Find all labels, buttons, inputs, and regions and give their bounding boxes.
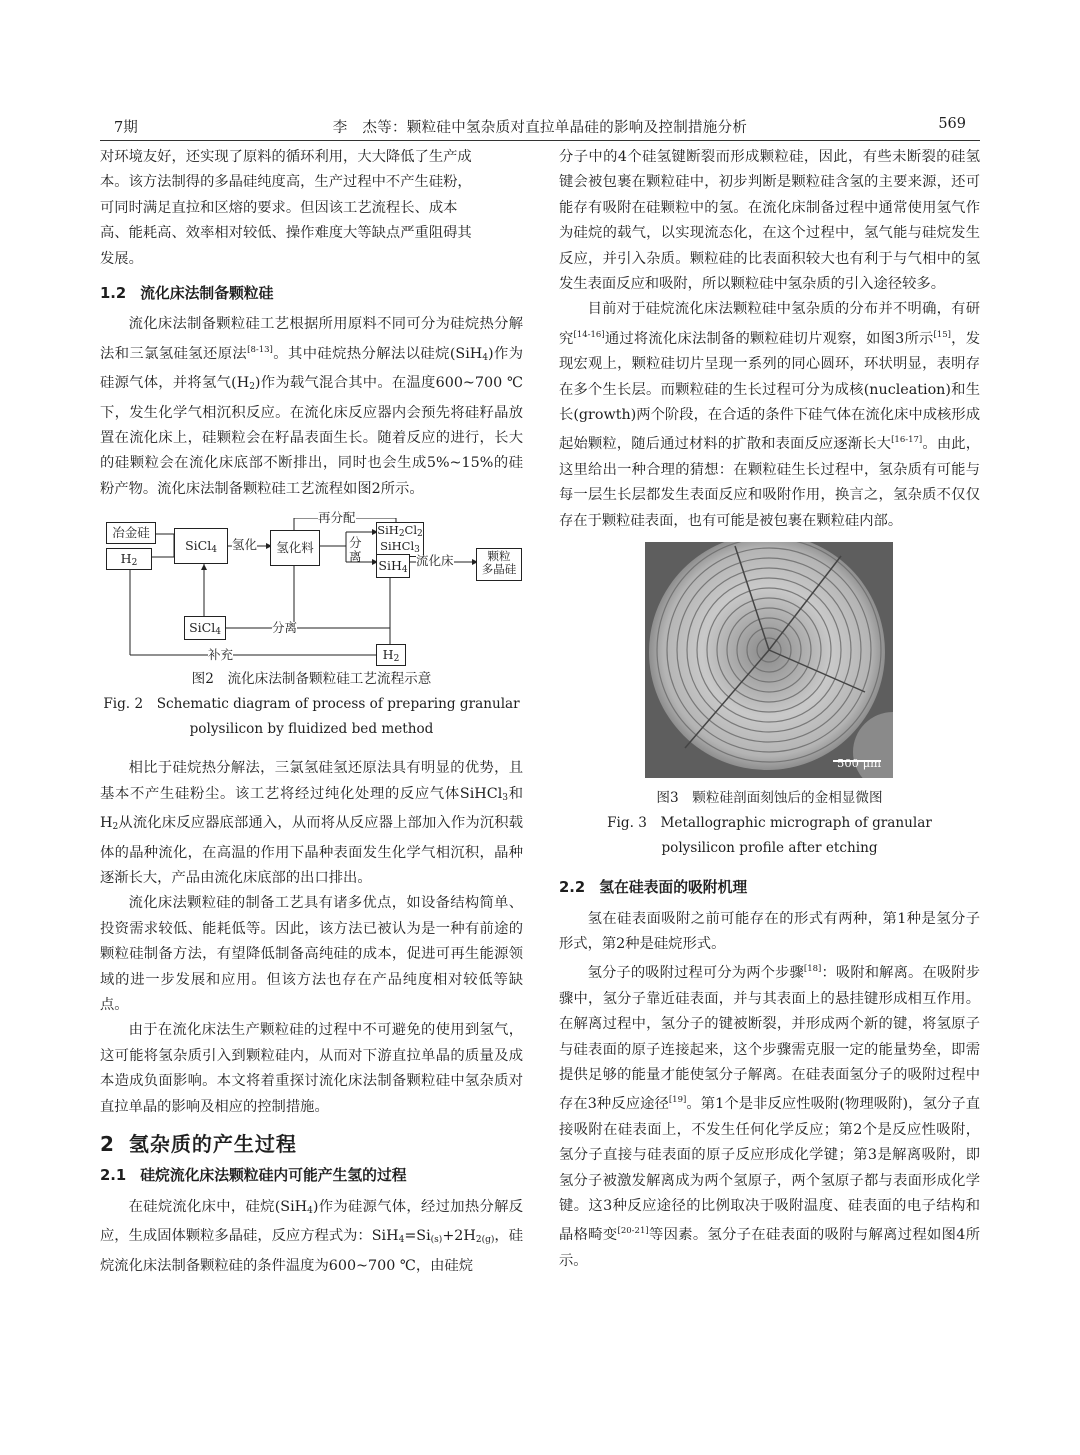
figure-2-caption-en-1: Fig. 2 Schematic diagram of process of preparing granular: [103, 696, 520, 713]
flow-box-granular-polysilicon: 颗粒 多晶硅: [476, 548, 522, 581]
paragraph-hydrogen-impact: 由于在流化床法生产颗粒硅的过程中不可避免的使用到氢气，这可能将氢杂质引入到颗粒硅内，从而对下游直拉单晶的质量及成本造成负面影响。本文将着重探讨流化床法制备颗粒硅中氢杂质对直拉单晶的影响及相应的控制措施。: [100, 1022, 523, 1115]
paragraph-trichlorosilane: 相比于硅烷热分解法，三氯氢硅氢还原法具有明显的优势，且基本不产生硅粉尘。该工艺将经过纯化处理的反应气体SiHCl$_3$和$H_2$从流化床反应器底部通入，从而将从反应器上部加入作为沉积载体的晶种流化，在高温的作用下晶种表面发生化学气相沉积，晶种逐渐长大，产品由流化床底部的出口排出。: [100, 760, 524, 886]
flow-box-sicl4: SiCl$_4$: [174, 528, 228, 564]
page-number: 569: [938, 116, 966, 132]
citation: [8-13]: [247, 344, 273, 355]
flow-box-metallurgical-silicon: 冶金硅: [106, 522, 156, 544]
citation: [20-21]: [617, 1226, 649, 1237]
scale-label: 500 μm: [837, 755, 881, 770]
citation: [19]: [668, 1095, 687, 1106]
paragraph-si-h-bonds: 分子中的4个硅氢键断裂而形成颗粒硅，因此，有些未断裂的硅氢键会被包裹在颗粒硅中，初步判断是颗粒硅含氢的主要来源，还可能存有吸附在硅颗粒中的氢。在流化床制备过程中通常使用氢气作为硅烷的载气，以实现流态化，在这个过程中，氢气能与硅烷发生反应，并引入杂质。颗粒硅的比表面积较大也有利于与气相中的氢发生表面反应和吸附，所以颗粒硅中氢杂质的引入途径较多。: [559, 149, 980, 293]
citation: [18]: [803, 964, 822, 975]
section-heading-2-2: 2.2 氢在硅表面的吸附机理: [559, 879, 748, 897]
figure-2-flow-diagram: [104, 510, 524, 665]
flow-box-hydrogen-output: $H_2$: [376, 644, 406, 666]
text-line: 对环境友好，还实现了原料的循环利用，大大降低了生产成: [100, 149, 472, 165]
text-line: 可同时满足直拉和区熔的要求。但因该工艺流程长、成本: [100, 199, 458, 216]
text-line: 发展。: [100, 250, 143, 267]
section-heading-2: 2 氢杂质的产生过程: [100, 1131, 297, 1156]
paragraph-adsorption-steps: 氢分子的吸附过程可分为两个步骤[18]：吸附和解离。在吸附步骤中，氢分子靠近硅表面，并与其表面上的悬挂键形成相互作用。在解离过程中，氢分子的键被断裂，并形成两个新的键，将氢原子与硅表面的原子连接起来，这个步骤需克服一定的能量势垒，即需提供足够的能量才能使氢分子解离。在硅表面氢分子的吸附过程中存在3种反应途径[19]。第1个是非反应性吸附(物理吸附)，氢分子直接吸附在硅表面上，不发生任何化学反应；第2个是反应性吸附，氢分子直接与硅表面的原子反应形成化学键；第3是解离吸附，即氢分子被激发解离成为两个氢原子，两个氢原子都与表面形成化学键。这3种反应途径的比例取决于吸附温度、硅表面的电子结构和晶格畸变[20-21]等因素。氢分子在硅表面的吸附与解离过程如图4所示。: [559, 964, 981, 1269]
citation: [16-17]: [891, 435, 923, 446]
text-line: 本。该方法制得的多晶硅纯度高，生产过程中不产生硅粉，: [100, 174, 472, 191]
paragraph-fluidized-bed: 流化床法制备颗粒硅工艺根据所用原料不同可分为硅烷热分解法和三氯氢硅氢还原法[8-13]。其中硅烷热分解法以硅烷(SiH$_4$)作为硅源气体，并将氢气$(H_2)$作为载气混合其中。在温度600~700 ℃下，发生化学气相沉积反应。在流化床反应器内会预先将硅籽晶放置在流化床上，硅颗粒会在籽晶表面生长。随着反应的进行，长大的硅颗粒会在流化床底部不断排出，同时也会生成5%~15%的硅粉产物。流化床法制备颗粒硅工艺流程如图2所示。: [100, 316, 524, 497]
flow-box-sicl4-recycle: SiCl$_4$: [184, 616, 226, 640]
flow-label-redistribution: 再分配: [318, 510, 356, 526]
left-column: [100, 145, 523, 1279]
figure-3-caption-en-2: polysilicon profile after etching: [661, 840, 878, 857]
flow-label-separation-vertical: 分离: [349, 535, 362, 565]
right-column: [559, 145, 980, 1274]
paragraph-intro: [100, 145, 523, 272]
flow-label-hydrogenation: 氢化: [232, 537, 258, 553]
running-title: 李 杰等：颗粒硅中氢杂质对直拉单晶硅的影响及控制措施分析: [332, 120, 748, 136]
flow-label-fluidized-bed: 流化床: [416, 553, 454, 569]
figure-2-caption-cn: 图2 流化床法制备颗粒硅工艺流程示意: [191, 671, 432, 688]
flow-box-hydrogen-input: $H_2$: [106, 548, 152, 570]
section-heading-2-1: 2.1 硅烷流化床法颗粒硅内可能产生氢的过程: [100, 1167, 407, 1185]
citation: [15]: [933, 329, 951, 340]
flow-box-chlorosilanes: $SiH_2Cl_2$ SiHCl$_3$: [376, 522, 424, 557]
paragraph-hydrogen-forms: 氢在硅表面吸附之前可能存在的形式有两种，第1种是氢分子形式，第2种是硅烷形式。: [559, 910, 980, 952]
figure-3-caption-en-1: Fig. 3 Metallographic micrograph of granular: [607, 815, 932, 832]
flow-label-separation: 分离: [272, 620, 298, 636]
citation: [14-16]: [573, 329, 605, 340]
paragraph-growth-layers: 目前对于硅烷流化床法颗粒硅中氢杂质的分布并不明确，有研究[14-16]通过将流化床法制备的颗粒硅切片观察，如图3所示[15]，发现宏观上，颗粒硅切片呈现一系列的同心圆环，环状明显，表明存在多个生长层。而颗粒硅的生长过程可分为成核(nucleation)和生长(growth)两个阶段，在合适的条件下硅气体在流化床中成核形成起始颗粒，随后通过材料的扩散和表面反应逐渐长大[16-17]。由此，这里给出一种合理的猜想：在颗粒硅生长过程中，氢杂质有可能与每一层生长层都发生表面反应和吸附作用，换言之，氢杂质不仅仅存在于颗粒硅表面，也有可能是被包裹在颗粒硅内部。: [559, 301, 981, 529]
flow-label-supplement: 补充: [208, 647, 234, 663]
flow-box-silane: SiH$_4$: [376, 554, 410, 578]
running-header: [100, 116, 980, 141]
flow-box-hydrogenated-material: 氢化料: [270, 530, 320, 566]
figure-3-caption-cn: 图3 颗粒硅剖面刻蚀后的金相显微图: [656, 790, 883, 807]
paragraph-advantages: 流化床法颗粒硅的制备工艺具有诸多优点，如设备结构简单、投资需求较低、能耗低等。因此，该方法已被认为是一种有前途的颗粒硅制备方法，有望降低制备高纯硅的成本，促进可再生能源领域的进一步发展和应用。但该方法也存在产品纯度相对较低等缺点。: [100, 895, 523, 1013]
figure-3-micrograph: [645, 542, 893, 778]
section-heading-1-2: 1.2 流化床法制备颗粒硅: [100, 285, 274, 303]
text-line: 高、能耗高、效率相对较低、操作难度大等缺点严重阻碍其: [100, 225, 472, 242]
paragraph-silane-decomposition: 在硅烷流化床中，硅烷(SiH$_4$)作为硅源气体，经过加热分解反应，生成固体颗粒多晶硅，反应方程式为：$SiH_4=Si_{(s)}+2H_{2(g)}$，硅烷流化床法制备颗粒硅的条件温度为600~700 ℃，由硅烷: [100, 1198, 523, 1274]
granule-cross-section-image: [645, 542, 893, 778]
issue-number: 7期: [114, 120, 138, 136]
figure-2-caption-en-2: polysilicon by fluidized bed method: [189, 721, 434, 738]
